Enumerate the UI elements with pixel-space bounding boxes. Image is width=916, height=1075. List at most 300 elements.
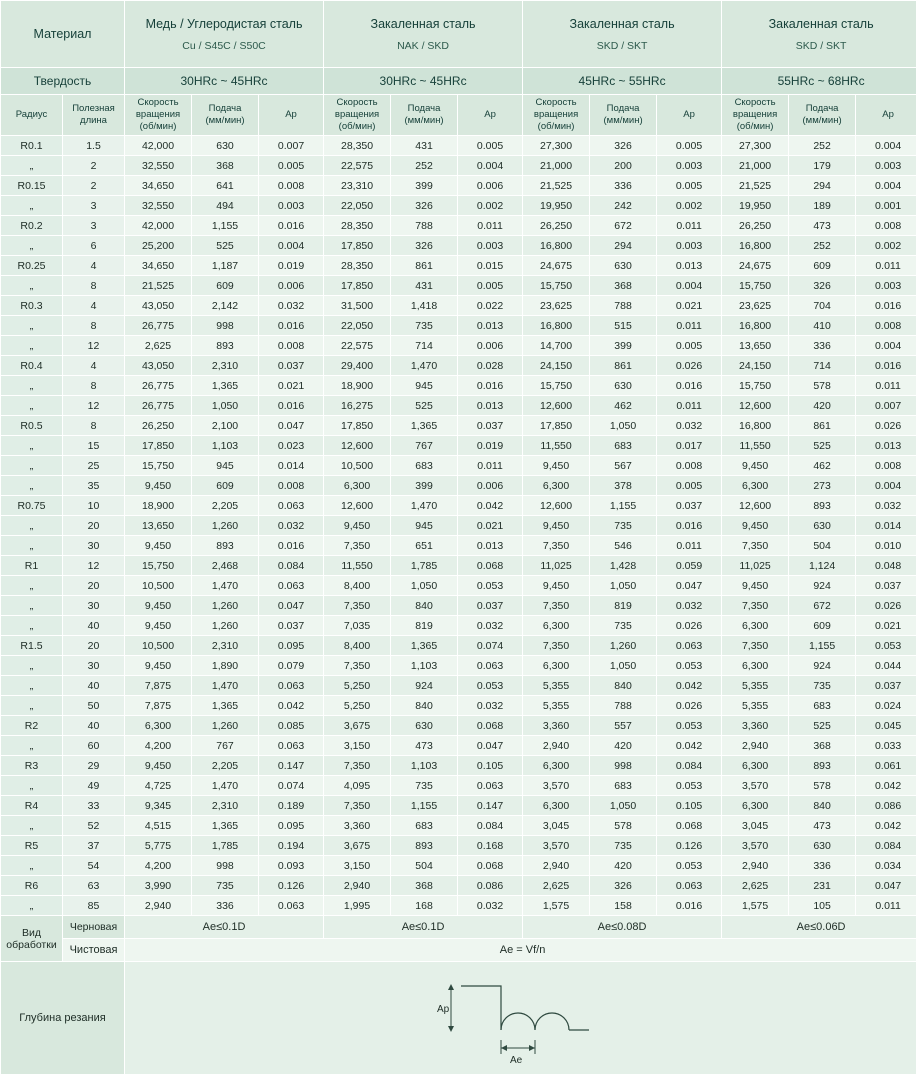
cell-radius: „ <box>1 156 63 176</box>
col-feed-1 <box>192 95 259 136</box>
col-speed-4-line1: Скорость <box>722 97 788 109</box>
cell-feed-g4: 683 <box>789 696 856 716</box>
cell-speed-g1: 7,875 <box>125 696 192 716</box>
cell-speed-g3: 12,600 <box>523 396 590 416</box>
cell-feed-g2: 504 <box>391 856 458 876</box>
cell-ap-g2: 0.074 <box>458 636 523 656</box>
rough-label: Черновая <box>63 916 125 939</box>
cell-speed-g3: 11,025 <box>523 556 590 576</box>
cell-useful-length: 60 <box>63 736 125 756</box>
cell-feed-g2: 1,365 <box>391 416 458 436</box>
cell-speed-g1: 4,515 <box>125 816 192 836</box>
cell-feed-g4: 630 <box>789 836 856 856</box>
hardness-3: 45HRc ~ 55HRc <box>523 68 722 95</box>
finish-row <box>1 939 916 962</box>
cell-feed-g3: 546 <box>590 536 657 556</box>
cell-ap-g3: 0.011 <box>657 216 722 236</box>
cell-speed-g1: 26,775 <box>125 316 192 336</box>
cell-ap-g3: 0.008 <box>657 456 722 476</box>
table-row <box>1 796 916 816</box>
cell-ap-g4: 0.042 <box>856 776 916 796</box>
cell-feed-g1: 1,365 <box>192 816 259 836</box>
cell-speed-g1: 26,775 <box>125 376 192 396</box>
col-feed-1-line2: (мм/мин) <box>192 115 258 127</box>
cell-ap-g4: 0.011 <box>856 256 916 276</box>
cell-speed-g1: 9,450 <box>125 476 192 496</box>
cell-feed-g3: 1,050 <box>590 416 657 436</box>
cell-feed-g2: 945 <box>391 376 458 396</box>
cell-feed-g4: 179 <box>789 156 856 176</box>
cell-ap-g3: 0.016 <box>657 376 722 396</box>
cell-useful-length: 54 <box>63 856 125 876</box>
cell-speed-g3: 26,250 <box>523 216 590 236</box>
cell-speed-g4: 6,300 <box>722 476 789 496</box>
cell-feed-g2: 630 <box>391 716 458 736</box>
cell-ap-g3: 0.005 <box>657 336 722 356</box>
cell-speed-g3: 2,940 <box>523 856 590 876</box>
cell-feed-g1: 2,205 <box>192 496 259 516</box>
cell-ap-g1: 0.004 <box>259 236 324 256</box>
cell-speed-g4: 16,800 <box>722 316 789 336</box>
table-row <box>1 836 916 856</box>
cell-speed-g1: 34,650 <box>125 176 192 196</box>
cell-ap-g2: 0.013 <box>458 536 523 556</box>
cell-speed-g1: 26,775 <box>125 396 192 416</box>
cell-feed-g3: 557 <box>590 716 657 736</box>
cell-speed-g3: 6,300 <box>523 796 590 816</box>
cell-radius: R0.5 <box>1 416 63 436</box>
cell-feed-g3: 1,050 <box>590 796 657 816</box>
hardness-1: 30HRc ~ 45HRc <box>125 68 324 95</box>
cell-ap-g1: 0.189 <box>259 796 324 816</box>
cell-feed-g3: 683 <box>590 776 657 796</box>
cell-feed-g3: 998 <box>590 756 657 776</box>
cell-radius: „ <box>1 396 63 416</box>
table-row <box>1 876 916 896</box>
table-row <box>1 636 916 656</box>
cell-feed-g4: 273 <box>789 476 856 496</box>
cell-speed-g4: 5,355 <box>722 696 789 716</box>
cell-speed-g2: 10,500 <box>324 456 391 476</box>
cell-ap-g2: 0.086 <box>458 876 523 896</box>
table-row <box>1 536 916 556</box>
cell-speed-g3: 9,450 <box>523 516 590 536</box>
col-speed-4-line2: вращения <box>722 109 788 121</box>
cell-speed-g4: 9,450 <box>722 516 789 536</box>
cell-speed-g2: 5,250 <box>324 676 391 696</box>
cell-useful-length: 37 <box>63 836 125 856</box>
cell-speed-g2: 7,350 <box>324 756 391 776</box>
cell-speed-g4: 26,250 <box>722 216 789 236</box>
cell-ap-g3: 0.005 <box>657 476 722 496</box>
table-row <box>1 596 916 616</box>
cell-ap-g2: 0.068 <box>458 556 523 576</box>
material-1-grades: Cu / S45C / S50C <box>125 40 323 52</box>
col-feed-2-line1: Подача <box>391 103 457 115</box>
cell-ap-g1: 0.095 <box>259 816 324 836</box>
cell-speed-g4: 9,450 <box>722 456 789 476</box>
cell-speed-g1: 2,625 <box>125 336 192 356</box>
cell-ap-g2: 0.022 <box>458 296 523 316</box>
cell-ap-g4: 0.047 <box>856 876 916 896</box>
col-feed-3 <box>590 95 657 136</box>
cell-feed-g3: 788 <box>590 696 657 716</box>
cell-feed-g3: 735 <box>590 516 657 536</box>
cell-feed-g4: 473 <box>789 816 856 836</box>
cell-ap-g3: 0.042 <box>657 676 722 696</box>
cell-feed-g2: 788 <box>391 216 458 236</box>
cell-feed-g3: 1,050 <box>590 656 657 676</box>
cell-useful-length: 25 <box>63 456 125 476</box>
cell-feed-g2: 1,470 <box>391 496 458 516</box>
cell-feed-g2: 168 <box>391 896 458 916</box>
table-row <box>1 496 916 516</box>
cell-feed-g4: 368 <box>789 736 856 756</box>
cell-ap-g4: 0.034 <box>856 856 916 876</box>
cell-speed-g3: 7,350 <box>523 536 590 556</box>
table-row <box>1 316 916 336</box>
cell-radius: „ <box>1 736 63 756</box>
cell-ap-g4: 0.003 <box>856 276 916 296</box>
table-row <box>1 696 916 716</box>
cell-useful-length: 29 <box>63 756 125 776</box>
cell-ap-g4: 0.004 <box>856 176 916 196</box>
cell-speed-g4: 5,355 <box>722 676 789 696</box>
cell-ap-g1: 0.019 <box>259 256 324 276</box>
cell-ap-g2: 0.063 <box>458 656 523 676</box>
cell-useful-length: 20 <box>63 636 125 656</box>
cell-ap-g3: 0.063 <box>657 876 722 896</box>
cell-ap-g4: 0.044 <box>856 656 916 676</box>
table-row <box>1 456 916 476</box>
cell-ap-g2: 0.168 <box>458 836 523 856</box>
col-useful-length-line1: Полезная <box>63 103 124 115</box>
cell-speed-g2: 12,600 <box>324 496 391 516</box>
cell-feed-g3: 630 <box>590 376 657 396</box>
cell-ap-g4: 0.048 <box>856 556 916 576</box>
cell-speed-g3: 3,045 <box>523 816 590 836</box>
cell-ap-g1: 0.032 <box>259 516 324 536</box>
cell-radius: R0.1 <box>1 136 63 156</box>
material-4-name: Закаленная сталь <box>722 16 916 33</box>
depth-diagram-cell <box>125 962 916 1075</box>
cell-speed-g1: 4,200 <box>125 736 192 756</box>
cell-feed-g3: 788 <box>590 296 657 316</box>
col-speed-3 <box>523 95 590 136</box>
col-speed-2-line3: (об/мин) <box>324 121 390 133</box>
cell-speed-g3: 21,525 <box>523 176 590 196</box>
cell-radius: „ <box>1 376 63 396</box>
cell-ap-g1: 0.194 <box>259 836 324 856</box>
col-speed-3-line3: (об/мин) <box>523 121 589 133</box>
cell-speed-g1: 2,940 <box>125 896 192 916</box>
cell-feed-g3: 420 <box>590 736 657 756</box>
cell-radius: R2 <box>1 716 63 736</box>
cell-ap-g3: 0.053 <box>657 656 722 676</box>
depth-label: Глубина резания <box>1 962 125 1075</box>
cell-radius: „ <box>1 476 63 496</box>
cell-speed-g1: 9,450 <box>125 596 192 616</box>
cell-feed-g2: 714 <box>391 336 458 356</box>
cell-radius: R6 <box>1 876 63 896</box>
col-ap-3: Ap <box>657 95 722 136</box>
cell-speed-g2: 2,940 <box>324 876 391 896</box>
table-row <box>1 156 916 176</box>
cell-feed-g4: 924 <box>789 576 856 596</box>
cell-speed-g2: 8,400 <box>324 636 391 656</box>
cell-speed-g1: 43,050 <box>125 296 192 316</box>
col-feed-4-line1: Подача <box>789 103 855 115</box>
cell-useful-length: 12 <box>63 336 125 356</box>
cell-feed-g2: 431 <box>391 136 458 156</box>
cell-speed-g2: 28,350 <box>324 136 391 156</box>
cell-feed-g2: 1,155 <box>391 796 458 816</box>
cell-feed-g2: 767 <box>391 436 458 456</box>
table-row <box>1 656 916 676</box>
cell-speed-g3: 3,570 <box>523 836 590 856</box>
cell-speed-g4: 21,525 <box>722 176 789 196</box>
cell-feed-g3: 200 <box>590 156 657 176</box>
col-useful-length-line2: длина <box>63 115 124 127</box>
cell-speed-g3: 9,450 <box>523 576 590 596</box>
cell-ap-g2: 0.068 <box>458 856 523 876</box>
cell-speed-g2: 17,850 <box>324 416 391 436</box>
col-ap-2: Ap <box>458 95 523 136</box>
cell-useful-length: 6 <box>63 236 125 256</box>
material-header-row <box>1 1 916 68</box>
cell-feed-g1: 893 <box>192 536 259 556</box>
cell-ap-g4: 0.008 <box>856 456 916 476</box>
table-row <box>1 616 916 636</box>
col-feed-2-line2: (мм/мин) <box>391 115 457 127</box>
cell-speed-g2: 31,500 <box>324 296 391 316</box>
cell-speed-g3: 19,950 <box>523 196 590 216</box>
cell-speed-g3: 15,750 <box>523 276 590 296</box>
cell-ap-g3: 0.013 <box>657 256 722 276</box>
cell-ap-g1: 0.063 <box>259 896 324 916</box>
cell-ap-g3: 0.053 <box>657 716 722 736</box>
cell-ap-g4: 0.042 <box>856 816 916 836</box>
cell-speed-g4: 15,750 <box>722 376 789 396</box>
cell-useful-length: 12 <box>63 396 125 416</box>
cell-speed-g2: 22,050 <box>324 196 391 216</box>
cell-feed-g1: 525 <box>192 236 259 256</box>
cell-ap-g1: 0.014 <box>259 456 324 476</box>
cell-speed-g4: 7,350 <box>722 536 789 556</box>
material-4-grades: SKD / SKT <box>722 40 916 52</box>
cell-feed-g2: 399 <box>391 476 458 496</box>
cell-feed-g4: 525 <box>789 436 856 456</box>
material-group-2 <box>324 1 523 68</box>
cell-ap-g3: 0.032 <box>657 596 722 616</box>
cell-speed-g2: 3,150 <box>324 856 391 876</box>
cell-speed-g2: 28,350 <box>324 256 391 276</box>
table-row <box>1 716 916 736</box>
cell-speed-g1: 17,850 <box>125 436 192 456</box>
cell-useful-length: 40 <box>63 716 125 736</box>
cell-feed-g3: 1,428 <box>590 556 657 576</box>
cell-speed-g4: 11,025 <box>722 556 789 576</box>
cell-ap-g1: 0.084 <box>259 556 324 576</box>
cell-ap-g1: 0.016 <box>259 216 324 236</box>
cell-speed-g2: 11,550 <box>324 556 391 576</box>
cell-speed-g3: 14,700 <box>523 336 590 356</box>
cell-speed-g4: 24,675 <box>722 256 789 276</box>
cell-speed-g3: 23,625 <box>523 296 590 316</box>
cell-ap-g3: 0.037 <box>657 496 722 516</box>
col-ap-1: Ap <box>259 95 324 136</box>
cell-radius: „ <box>1 276 63 296</box>
cell-ap-g3: 0.026 <box>657 616 722 636</box>
cell-speed-g1: 34,650 <box>125 256 192 276</box>
cell-ap-g4: 0.024 <box>856 696 916 716</box>
cell-ap-g4: 0.013 <box>856 436 916 456</box>
depth-row <box>1 962 916 1075</box>
cell-feed-g3: 567 <box>590 456 657 476</box>
col-speed-2-line2: вращения <box>324 109 390 121</box>
cell-ap-g1: 0.126 <box>259 876 324 896</box>
cell-ap-g2: 0.032 <box>458 616 523 636</box>
cell-ap-g3: 0.068 <box>657 816 722 836</box>
hardness-header-row <box>1 68 916 95</box>
cell-feed-g2: 1,103 <box>391 756 458 776</box>
cell-speed-g1: 3,990 <box>125 876 192 896</box>
finish-label: Чистовая <box>63 939 125 962</box>
finish-value: Ae = Vf/n <box>125 939 916 962</box>
cell-useful-length: 3 <box>63 196 125 216</box>
cell-feed-g2: 399 <box>391 176 458 196</box>
cell-feed-g4: 231 <box>789 876 856 896</box>
cell-ap-g1: 0.016 <box>259 536 324 556</box>
cell-ap-g2: 0.005 <box>458 276 523 296</box>
cell-ap-g1: 0.007 <box>259 136 324 156</box>
cell-feed-g4: 924 <box>789 656 856 676</box>
cell-ap-g3: 0.053 <box>657 856 722 876</box>
col-feed-4-line2: (мм/мин) <box>789 115 855 127</box>
cell-useful-length: 2 <box>63 176 125 196</box>
cell-feed-g1: 767 <box>192 736 259 756</box>
cell-feed-g2: 924 <box>391 676 458 696</box>
cell-ap-g3: 0.011 <box>657 396 722 416</box>
cell-feed-g1: 2,310 <box>192 796 259 816</box>
cell-radius: R0.75 <box>1 496 63 516</box>
table-row <box>1 136 916 156</box>
cell-speed-g3: 16,800 <box>523 236 590 256</box>
cell-speed-g4: 27,300 <box>722 136 789 156</box>
cell-radius: R0.15 <box>1 176 63 196</box>
cell-speed-g4: 3,570 <box>722 776 789 796</box>
cell-useful-length: 63 <box>63 876 125 896</box>
cell-ap-g1: 0.079 <box>259 656 324 676</box>
cell-ap-g2: 0.006 <box>458 476 523 496</box>
cell-speed-g2: 3,150 <box>324 736 391 756</box>
cell-radius: R1 <box>1 556 63 576</box>
material-3-name: Закаленная сталь <box>523 16 721 33</box>
cell-ap-g3: 0.063 <box>657 636 722 656</box>
cell-ap-g1: 0.021 <box>259 376 324 396</box>
cell-speed-g1: 15,750 <box>125 556 192 576</box>
table-row <box>1 816 916 836</box>
cell-speed-g2: 23,310 <box>324 176 391 196</box>
cell-feed-g4: 893 <box>789 756 856 776</box>
cell-ap-g4: 0.004 <box>856 336 916 356</box>
cell-speed-g2: 4,095 <box>324 776 391 796</box>
cell-speed-g4: 11,550 <box>722 436 789 456</box>
cell-speed-g1: 9,450 <box>125 536 192 556</box>
cell-speed-g4: 12,600 <box>722 496 789 516</box>
cell-useful-length: 4 <box>63 356 125 376</box>
cell-radius: „ <box>1 856 63 876</box>
cell-feed-g2: 861 <box>391 256 458 276</box>
cell-useful-length: 49 <box>63 776 125 796</box>
cell-speed-g3: 16,800 <box>523 316 590 336</box>
cell-speed-g3: 7,350 <box>523 636 590 656</box>
cell-feed-g4: 578 <box>789 376 856 396</box>
cell-feed-g2: 1,103 <box>391 656 458 676</box>
cell-ap-g3: 0.042 <box>657 736 722 756</box>
cell-feed-g4: 252 <box>789 236 856 256</box>
cell-ap-g2: 0.006 <box>458 336 523 356</box>
cell-ap-g4: 0.001 <box>856 196 916 216</box>
cell-ap-g2: 0.013 <box>458 396 523 416</box>
cell-feed-g2: 893 <box>391 836 458 856</box>
cell-speed-g2: 3,360 <box>324 816 391 836</box>
cell-feed-g4: 630 <box>789 516 856 536</box>
cell-useful-length: 20 <box>63 516 125 536</box>
cell-feed-g4: 1,155 <box>789 636 856 656</box>
cell-useful-length: 8 <box>63 316 125 336</box>
cell-ap-g1: 0.037 <box>259 616 324 636</box>
table-row <box>1 736 916 756</box>
cell-ap-g4: 0.004 <box>856 476 916 496</box>
cell-speed-g2: 29,400 <box>324 356 391 376</box>
cell-feed-g4: 420 <box>789 396 856 416</box>
cell-speed-g4: 6,300 <box>722 796 789 816</box>
cell-ap-g4: 0.010 <box>856 536 916 556</box>
table-row <box>1 436 916 456</box>
cell-ap-g1: 0.006 <box>259 276 324 296</box>
cell-ap-g3: 0.053 <box>657 776 722 796</box>
cell-feed-g1: 1,103 <box>192 436 259 456</box>
cell-speed-g3: 3,360 <box>523 716 590 736</box>
table-row <box>1 236 916 256</box>
cell-speed-g1: 5,775 <box>125 836 192 856</box>
cell-feed-g3: 819 <box>590 596 657 616</box>
cell-feed-g2: 840 <box>391 596 458 616</box>
cell-feed-g4: 336 <box>789 336 856 356</box>
cell-feed-g1: 1,260 <box>192 596 259 616</box>
cell-speed-g1: 42,000 <box>125 216 192 236</box>
cell-feed-g4: 714 <box>789 356 856 376</box>
cell-feed-g2: 431 <box>391 276 458 296</box>
cell-speed-g2: 12,600 <box>324 436 391 456</box>
cell-ap-g3: 0.026 <box>657 356 722 376</box>
cell-speed-g1: 4,200 <box>125 856 192 876</box>
cell-radius: „ <box>1 656 63 676</box>
cell-ap-g4: 0.061 <box>856 756 916 776</box>
cell-ap-g1: 0.095 <box>259 636 324 656</box>
cell-ap-g3: 0.126 <box>657 836 722 856</box>
cell-speed-g2: 7,035 <box>324 616 391 636</box>
cell-speed-g1: 10,500 <box>125 636 192 656</box>
cell-speed-g4: 6,300 <box>722 616 789 636</box>
cell-feed-g3: 1,155 <box>590 496 657 516</box>
table-row <box>1 896 916 916</box>
cell-ap-g3: 0.032 <box>657 416 722 436</box>
cell-speed-g2: 3,675 <box>324 836 391 856</box>
material-label: Материал <box>1 1 125 68</box>
cell-speed-g2: 7,350 <box>324 796 391 816</box>
